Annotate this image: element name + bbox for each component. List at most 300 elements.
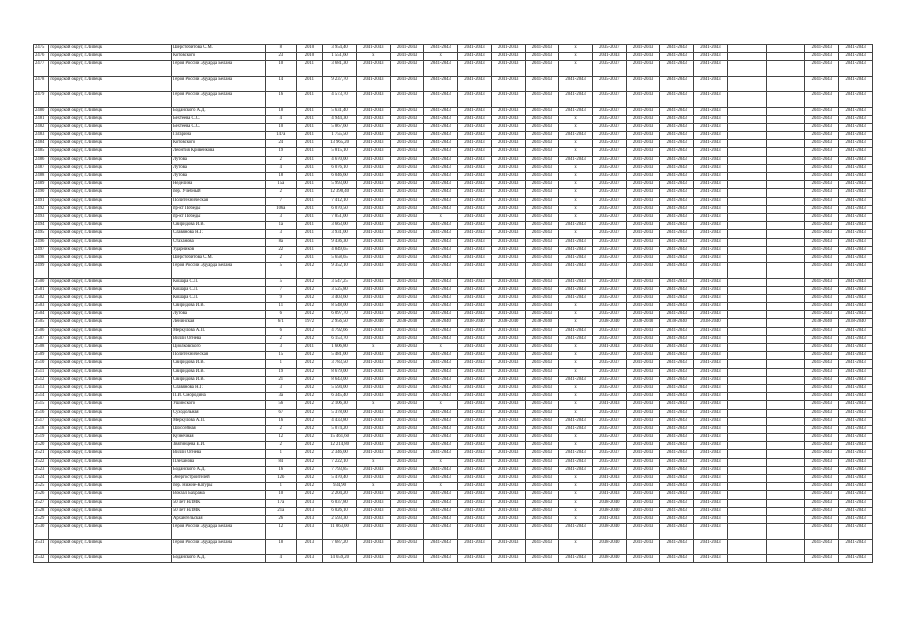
cell-term-13: 2041-2043 (839, 238, 873, 246)
cell-term-4: 2041-2043 (458, 197, 492, 205)
cell-term-3: 2041-2043 (424, 205, 458, 213)
cell-term-1: 2041-2043 (356, 92, 390, 107)
cell-term-13: 2041-2043 (839, 434, 873, 442)
cell-term-11: 2041-2043 (694, 156, 728, 164)
cell-term-11: 2041-2043 (694, 164, 728, 172)
cell-street: П.И. Смородина (171, 393, 265, 401)
cell-row-number: 2509 (34, 352, 49, 360)
cell-year-built: 2012 (296, 263, 323, 278)
cell-term-11: 2041-2043 (694, 303, 728, 311)
cell-year-built: 2012 (296, 311, 323, 319)
cell-term-2: 2041-2043 (390, 115, 424, 123)
cell-term-12: 2041-2043 (805, 458, 839, 466)
cell-row-number: 2478 (34, 76, 49, 91)
cell-term-12: 2041-2043 (805, 294, 839, 302)
cell-term-8: 2041-2043 (592, 515, 626, 523)
cell-term-10: 2041-2043 (660, 230, 694, 238)
cell-term-5: 2041-2043 (491, 344, 525, 352)
cell-term-1: 2041-2043 (356, 425, 390, 433)
cell-term-5: 2041-2043 (491, 164, 525, 172)
cell-blank-1 (727, 524, 766, 539)
cell-term-8: 2041-2043 (592, 491, 626, 499)
cell-street: Шерстобитова С.М. (171, 45, 265, 53)
cell-row-number: 2525 (34, 483, 49, 491)
table-row (34, 197, 873, 205)
cell-house-number: 26 (265, 515, 296, 523)
cell-area: 3 525,80 (323, 286, 357, 294)
cell-row-number: 2520 (34, 442, 49, 450)
cell-blank-1 (727, 140, 766, 148)
cell-street: Боданского А.Д. (171, 107, 265, 115)
cell-blank-1 (727, 61, 766, 76)
table-row (34, 303, 873, 311)
cell-term-5: 2041-2043 (491, 278, 525, 286)
cell-term-8: 2035-2037 (592, 197, 626, 205)
cell-municipality: городской округ, г.Липецк (49, 442, 172, 450)
cell-term-9: 2041-2043 (626, 524, 660, 539)
cell-municipality: городской округ, г.Липецк (49, 475, 172, 483)
cell-house-number: 3 (265, 384, 296, 392)
cell-blank-2 (766, 311, 805, 319)
cell-term-7: x (559, 434, 593, 442)
cell-term-13: 2041-2043 (839, 123, 873, 131)
cell-term-11: 2041-2043 (694, 393, 728, 401)
cell-term-1: 2041-2043 (356, 450, 390, 458)
cell-term-12: 2041-2043 (805, 335, 839, 343)
table-row (34, 524, 873, 539)
cell-year-built: 2011 (296, 222, 323, 230)
cell-term-7: 2041-2043 (559, 286, 593, 294)
cell-term-8: 2041-2043 (592, 344, 626, 352)
cell-term-5: 2041-2043 (491, 442, 525, 450)
cell-term-5: 2041-2043 (491, 384, 525, 392)
table-row (34, 123, 873, 131)
cell-term-12: 2041-2043 (805, 401, 839, 409)
cell-house-number: 4 (265, 164, 296, 172)
cell-term-12: 2041-2043 (805, 524, 839, 539)
cell-term-12: 2041-2043 (805, 156, 839, 164)
cell-term-10: 2041-2043 (660, 294, 694, 302)
cell-term-3: 2041-2043 (424, 311, 458, 319)
cell-street: Архангельская (171, 515, 265, 523)
cell-municipality: городской округ, г.Липецк (49, 515, 172, 523)
cell-municipality: городской округ, г.Липецк (49, 294, 172, 302)
cell-street: Шоссейная (171, 425, 265, 433)
cell-term-4: 2041-2043 (458, 384, 492, 392)
cell-municipality: городской округ, г.Липецк (49, 213, 172, 221)
table-row (34, 335, 873, 343)
cell-term-4: 2041-2043 (458, 278, 492, 286)
cell-term-9: 2041-2043 (626, 360, 660, 368)
cell-term-8: 2035-2037 (592, 173, 626, 181)
cell-blank-2 (766, 319, 805, 327)
cell-term-6: 2041-2043 (525, 189, 559, 197)
cell-municipality: городской округ, г.Липецк (49, 222, 172, 230)
cell-term-8: 2035-2037 (592, 205, 626, 213)
table-row (34, 442, 873, 450)
cell-term-7: 2041-2043 (559, 294, 593, 302)
cell-term-2: 2041-2043 (390, 524, 424, 539)
cell-term-6: 2041-2043 (525, 417, 559, 425)
cell-term-2: 2041-2043 (390, 368, 424, 376)
cell-year-built: 2012 (296, 393, 323, 401)
cell-house-number: 3а (265, 393, 296, 401)
cell-term-5: 2041-2043 (491, 360, 525, 368)
cell-municipality: городской округ, г.Липецк (49, 384, 172, 392)
cell-term-7: 2041-2043 (559, 263, 593, 278)
cell-term-8: 2035-2037 (592, 263, 626, 278)
cell-term-11: 2041-2043 (694, 123, 728, 131)
cell-term-5: 2041-2043 (491, 466, 525, 474)
cell-term-7: 2041-2043 (559, 222, 593, 230)
cell-term-3: 2041-2043 (424, 515, 458, 523)
cell-term-9: 2041-2043 (626, 213, 660, 221)
cell-area: 3 931,00 (323, 230, 357, 238)
table-row (34, 181, 873, 189)
cell-blank-1 (727, 360, 766, 368)
cell-term-9: 2041-2043 (626, 230, 660, 238)
cell-term-8: 2035-2037 (592, 327, 626, 335)
cell-term-12: 2038-2040 (805, 319, 839, 327)
cell-house-number: 2 (265, 156, 296, 164)
cell-term-2: 2041-2043 (390, 483, 424, 491)
cell-blank-1 (727, 45, 766, 53)
cell-term-9: 2041-2043 (626, 483, 660, 491)
cell-term-3: x (424, 344, 458, 352)
cell-term-6: 2041-2043 (525, 107, 559, 115)
cell-term-13: 2041-2043 (839, 368, 873, 376)
cell-term-3: 2041-2043 (424, 475, 458, 483)
cell-term-13: 2038-2040 (839, 319, 873, 327)
cell-term-2: 2041-2043 (390, 173, 424, 181)
cell-blank-2 (766, 197, 805, 205)
cell-term-11: 2041-2043 (694, 189, 728, 197)
cell-term-5: 2041-2043 (491, 123, 525, 131)
cell-street: Бехтеева С.С. (171, 115, 265, 123)
cell-year-built: 2011 (296, 230, 323, 238)
cell-street: Свиридова И.В. (171, 303, 265, 311)
cell-term-1: 2041-2043 (356, 238, 390, 246)
cell-municipality: городской округ, г.Липецк (49, 205, 172, 213)
table-row (34, 164, 873, 172)
cell-row-number: 2486 (34, 156, 49, 164)
cell-house-number: 14 (265, 76, 296, 91)
cell-area: 8 679,00 (323, 368, 357, 376)
cell-house-number: 2 (265, 442, 296, 450)
cell-term-1: 2041-2043 (356, 213, 390, 221)
cell-term-11: 2041-2043 (694, 76, 728, 91)
cell-area: 5 074,20 (323, 425, 357, 433)
cell-municipality: городской округ, г.Липецк (49, 507, 172, 515)
cell-term-9: 2041-2043 (626, 164, 660, 172)
cell-house-number: 106а (265, 205, 296, 213)
cell-term-10: 2041-2043 (660, 393, 694, 401)
table-row (34, 230, 873, 238)
cell-year-built: 2012 (296, 303, 323, 311)
cell-term-7: x (559, 384, 593, 392)
cell-area: 3 663,00 (323, 222, 357, 230)
cell-term-11: 2041-2043 (694, 254, 728, 262)
cell-blank-1 (727, 123, 766, 131)
cell-term-4: 2041-2043 (458, 115, 492, 123)
cell-term-11: 2041-2043 (694, 115, 728, 123)
cell-term-9: 2041-2043 (626, 458, 660, 466)
cell-term-9: 2041-2043 (626, 442, 660, 450)
table-row (34, 475, 873, 483)
cell-term-8: 2035-2037 (592, 61, 626, 76)
cell-blank-1 (727, 197, 766, 205)
cell-year-built: 2012 (296, 491, 323, 499)
cell-term-12: 2041-2043 (805, 115, 839, 123)
cell-term-11: 2041-2043 (694, 450, 728, 458)
cell-term-13: 2041-2043 (839, 507, 873, 515)
table-row (34, 499, 873, 507)
cell-blank-1 (727, 311, 766, 319)
cell-term-3: 2041-2043 (424, 230, 458, 238)
cell-term-1: 2041-2043 (356, 173, 390, 181)
cell-term-6: 2041-2043 (525, 352, 559, 360)
cell-blank-1 (727, 539, 766, 554)
cell-term-12: 2041-2043 (805, 491, 839, 499)
cell-term-9: 2041-2043 (626, 189, 660, 197)
cell-term-1: 2041-2043 (356, 164, 390, 172)
cell-term-10: 2041-2043 (660, 335, 694, 343)
cell-term-13: 2041-2043 (839, 466, 873, 474)
cell-term-9: 2041-2043 (626, 205, 660, 213)
cell-area: 4 433,80 (323, 417, 357, 425)
cell-term-10: 2041-2043 (660, 107, 694, 115)
cell-term-5: 2041-2043 (491, 230, 525, 238)
table-row (34, 92, 873, 107)
cell-term-11: 2041-2043 (694, 246, 728, 254)
table-row (34, 286, 873, 294)
cell-term-2: 2041-2043 (390, 450, 424, 458)
table-row (34, 360, 873, 368)
cell-street: Меркулова А.П. (171, 417, 265, 425)
cell-blank-1 (727, 173, 766, 181)
cell-street: пер. Нижне-Катуры (171, 483, 265, 491)
cell-year-built: 2012 (296, 466, 323, 474)
cell-term-3: 2041-2043 (424, 45, 458, 53)
cell-term-3: 2041-2043 (424, 197, 458, 205)
cell-blank-1 (727, 278, 766, 286)
cell-blank-2 (766, 442, 805, 450)
cell-term-2: 2041-2043 (390, 352, 424, 360)
cell-term-3: 2038-2040 (424, 319, 458, 327)
cell-term-11: 2041-2043 (694, 92, 728, 107)
cell-term-13: 2041-2043 (839, 458, 873, 466)
cell-term-7: x (559, 442, 593, 450)
cell-area: 3 954,40 (323, 45, 357, 53)
cell-street: Ударников (171, 246, 265, 254)
cell-term-2: 2041-2043 (390, 491, 424, 499)
cell-term-6: 2041-2043 (525, 246, 559, 254)
cell-term-7: x (559, 123, 593, 131)
cell-area: 4 670,00 (323, 156, 357, 164)
cell-term-1: 2041-2043 (356, 539, 390, 554)
cell-term-10: 2041-2043 (660, 303, 694, 311)
cell-house-number: 2 (265, 425, 296, 433)
cell-row-number: 2498 (34, 254, 49, 262)
cell-blank-2 (766, 303, 805, 311)
cell-term-12: 2041-2043 (805, 303, 839, 311)
cell-term-2: 2041-2043 (390, 286, 424, 294)
cell-term-2: 2041-2043 (390, 263, 424, 278)
cell-term-7: 2041-2043 (559, 254, 593, 262)
cell-term-12: 2041-2043 (805, 368, 839, 376)
cell-house-number: 2 (265, 335, 296, 343)
cell-row-number: 2489 (34, 181, 49, 189)
cell-term-9: 2041-2043 (626, 140, 660, 148)
cell-term-8: 2035-2037 (592, 466, 626, 474)
cell-term-11: 2041-2043 (694, 515, 728, 523)
cell-term-10: 2041-2043 (660, 311, 694, 319)
cell-term-3: x (424, 213, 458, 221)
cell-term-4: 2041-2043 (458, 335, 492, 343)
cell-area: 5 378,00 (323, 409, 357, 417)
cell-blank-2 (766, 222, 805, 230)
cell-row-number: 2497 (34, 246, 49, 254)
cell-term-3: 2041-2043 (424, 417, 458, 425)
cell-term-1: 2041-2043 (356, 263, 390, 278)
cell-row-number: 2521 (34, 450, 49, 458)
cell-term-12: 2041-2043 (805, 475, 839, 483)
cell-row-number: 2502 (34, 294, 49, 302)
cell-term-1: 2041-2043 (356, 286, 390, 294)
cell-term-2: 2041-2043 (390, 238, 424, 246)
cell-term-9: 2041-2043 (626, 76, 660, 91)
cell-year-built: 2012 (296, 458, 323, 466)
cell-blank-1 (727, 53, 766, 61)
cell-term-3: 2041-2043 (424, 409, 458, 417)
cell-term-12: 2041-2043 (805, 263, 839, 278)
cell-municipality: городской округ, г.Липецк (49, 303, 172, 311)
cell-house-number: 12 (265, 524, 296, 539)
cell-row-number: 2476 (34, 53, 49, 61)
cell-term-5: 2041-2043 (491, 115, 525, 123)
cell-municipality: городской округ, г.Липецк (49, 173, 172, 181)
cell-blank-2 (766, 156, 805, 164)
cell-year-built: 2013 (296, 507, 323, 515)
cell-term-5: 2041-2043 (491, 76, 525, 91)
cell-area: 5 594,00 (323, 384, 357, 392)
cell-house-number: 10 (265, 491, 296, 499)
cell-term-12: 2041-2043 (805, 409, 839, 417)
cell-term-1: x (356, 458, 390, 466)
cell-term-6: 2041-2043 (525, 368, 559, 376)
cell-term-8: 2038-2040 (592, 507, 626, 515)
cell-term-8: 2035-2037 (592, 384, 626, 392)
cell-term-6: 2041-2043 (525, 554, 559, 562)
cell-street: Героя России Эдуарда Белана (171, 92, 265, 107)
cell-term-1: 2041-2043 (356, 515, 390, 523)
cell-term-5: 2041-2043 (491, 286, 525, 294)
cell-municipality: городской округ, г.Липецк (49, 376, 172, 384)
cell-year-built: 2012 (296, 286, 323, 294)
cell-row-number: 2505 (34, 319, 49, 327)
cell-term-7: 2041-2043 (559, 238, 593, 246)
cell-term-13: 2041-2043 (839, 197, 873, 205)
cell-year-built: 2012 (296, 475, 323, 483)
cell-row-number: 2495 (34, 230, 49, 238)
cell-street: 50 лет НЛМК (171, 507, 265, 515)
cell-term-11: 2041-2043 (694, 148, 728, 156)
cell-term-5: 2041-2043 (491, 376, 525, 384)
cell-blank-1 (727, 222, 766, 230)
cell-term-13: 2041-2043 (839, 335, 873, 343)
cell-term-8: 2035-2037 (592, 92, 626, 107)
cell-street: Стахановa (171, 238, 265, 246)
cell-year-built: 2012 (296, 450, 323, 458)
cell-term-5: 2041-2043 (491, 132, 525, 140)
cell-term-11: 2041-2043 (694, 376, 728, 384)
cell-street: Героя России Эдуарда Белана (171, 61, 265, 76)
cell-year-built: 2011 (296, 189, 323, 197)
cell-term-12: 2041-2043 (805, 352, 839, 360)
cell-term-2: 2041-2043 (390, 499, 424, 507)
cell-term-4: 2041-2043 (458, 554, 492, 562)
cell-term-1: 2041-2043 (356, 205, 390, 213)
table-row (34, 311, 873, 319)
cell-term-10: 2041-2043 (660, 123, 694, 131)
cell-term-8: 2035-2037 (592, 409, 626, 417)
cell-row-number: 2494 (34, 222, 49, 230)
cell-term-4: 2041-2043 (458, 491, 492, 499)
cell-year-built: 2011 (296, 148, 323, 156)
cell-term-5: 2041-2043 (491, 352, 525, 360)
cell-term-8: 2035-2037 (592, 311, 626, 319)
cell-term-13: 2041-2043 (839, 53, 873, 61)
cell-term-2: 2041-2043 (390, 507, 424, 515)
cell-term-9: 2041-2043 (626, 335, 660, 343)
cell-term-13: 2041-2043 (839, 491, 873, 499)
table-row (34, 254, 873, 262)
cell-term-4: 2041-2043 (458, 156, 492, 164)
cell-term-1: 2041-2043 (356, 294, 390, 302)
cell-street: Кузнечная (171, 434, 265, 442)
cell-term-13: 2041-2043 (839, 76, 873, 91)
cell-year-built: 2012 (296, 425, 323, 433)
cell-term-8: 2035-2037 (592, 123, 626, 131)
cell-term-1: 2041-2043 (356, 156, 390, 164)
cell-house-number: 8а (265, 238, 296, 246)
cell-term-4: 2041-2043 (458, 466, 492, 474)
cell-term-6: 2041-2043 (525, 278, 559, 286)
cell-municipality: городской округ, г.Липецк (49, 76, 172, 91)
table-row (34, 107, 873, 115)
cell-blank-2 (766, 140, 805, 148)
cell-term-6: 2041-2043 (525, 132, 559, 140)
cell-term-9: 2041-2043 (626, 539, 660, 554)
cell-blank-1 (727, 205, 766, 213)
table-row (34, 466, 873, 474)
cell-term-1: 2041-2043 (356, 181, 390, 189)
cell-term-2: 2041-2043 (390, 53, 424, 61)
cell-row-number: 2531 (34, 539, 49, 554)
cell-blank-2 (766, 53, 805, 61)
cell-term-13: 2041-2043 (839, 352, 873, 360)
cell-term-8: 2035-2037 (592, 181, 626, 189)
cell-term-13: 2041-2043 (839, 115, 873, 123)
cell-term-3: 2041-2043 (424, 384, 458, 392)
cell-street: Котовского (171, 140, 265, 148)
cell-term-6: 2041-2043 (525, 425, 559, 433)
cell-term-11: 2041-2043 (694, 181, 728, 189)
cell-term-1: 2041-2043 (356, 442, 390, 450)
cell-term-8: 2035-2037 (592, 115, 626, 123)
cell-term-8: 2035-2037 (592, 45, 626, 53)
cell-term-11: 2041-2043 (694, 294, 728, 302)
